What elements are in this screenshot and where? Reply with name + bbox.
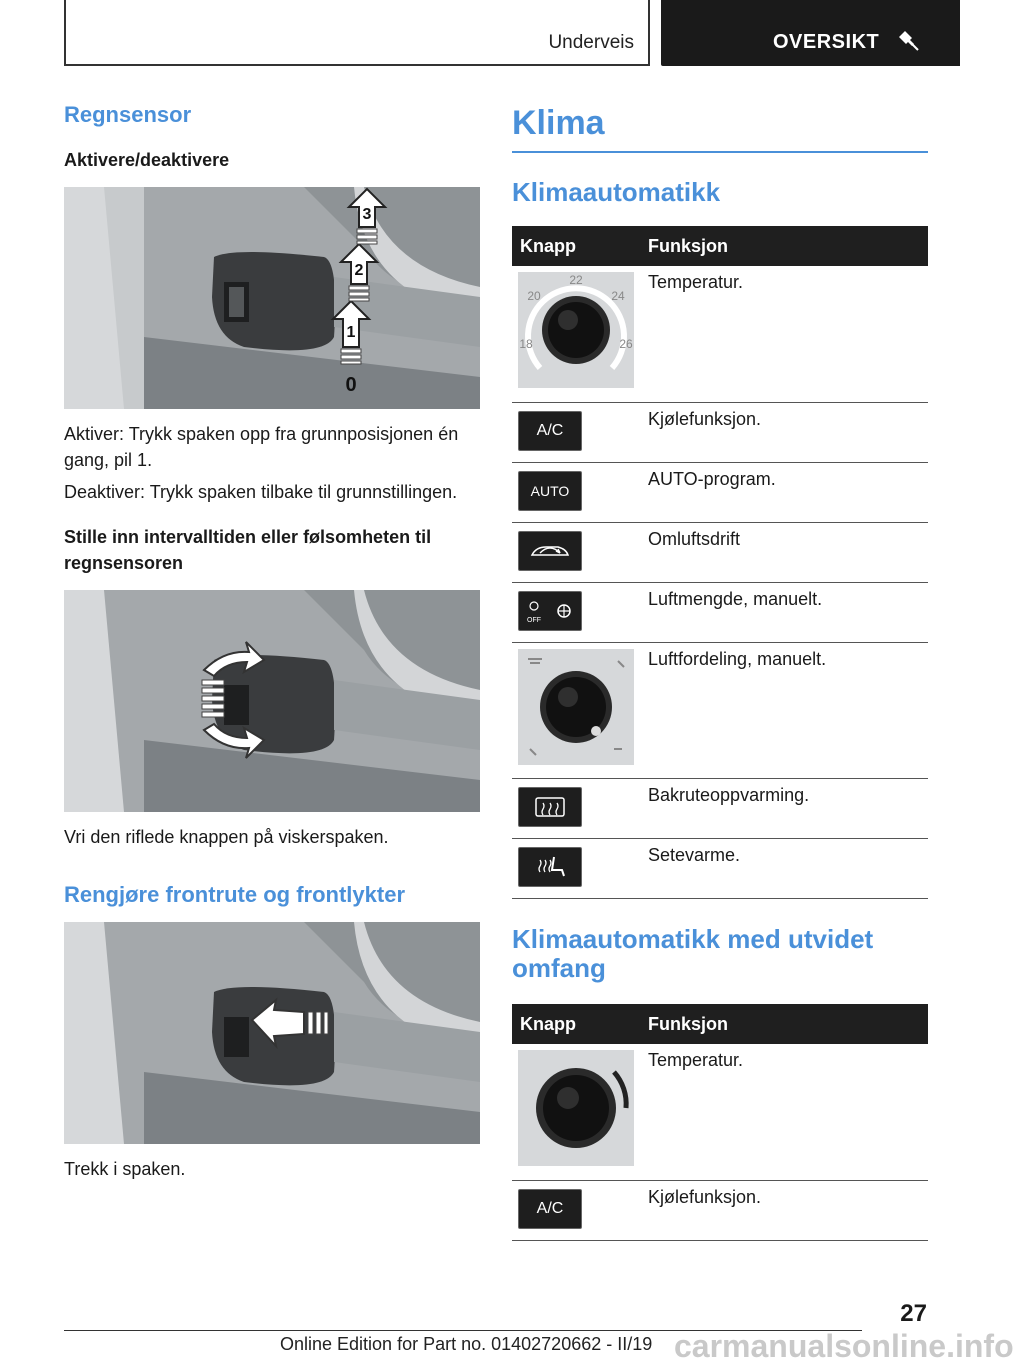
ac-button-icon: A/C [518,1189,582,1229]
section-title-klima: Klima [512,104,928,153]
right-column [512,100,928,1241]
recirculation-icon [518,531,582,571]
table1-func-temperature: Temperatur. [640,266,928,402]
air-distribution-knob-icon [518,649,634,765]
footer-edition: Online Edition for Part no. 01402720662 - II/19 [280,1334,653,1354]
subheading-activate: Aktivere/deaktivere [64,150,230,170]
temp-label-22: 22 [569,273,583,287]
control-table-2 [512,1004,928,1241]
seat-heating-icon [518,847,582,887]
table1-func-auto: AUTO-program. [640,462,928,522]
section-title-cleaning: Rengjøre frontrute og frontlykter [64,881,406,907]
table-row [512,778,928,838]
tab-underveis[interactable] [64,0,650,66]
table-row [512,838,928,898]
temperature-knob-icon [518,272,634,388]
temperature-knob-icon [518,1050,634,1166]
subheading-extended: Klimaautomatikk med utvidet omfang [512,923,874,984]
table1-func-distribution: Luftfordeling, manuelt. [640,642,928,778]
rear-defrost-icon [518,787,582,827]
paragraph-deactivate: Deaktiver: Trykk spaken tilbake til grunnstillingen. [64,482,458,503]
table1-func-ac: Kjølefunksjon. [640,402,928,462]
table-row [512,1044,928,1180]
watermark: carmanualsonline.info [674,1328,1014,1364]
temp-label-26: 26 [619,337,633,351]
table2-header-funksjon: Funksjon [640,1004,928,1044]
tab-oversikt[interactable] [661,0,960,66]
wiper-stalk-photo-2 [64,590,480,812]
table1-func-recirculation: Omluftsdrift [640,522,928,582]
table2-func-ac: Kjølefunksjon. [640,1180,928,1240]
ac-button-icon: A/C [518,411,582,451]
table2-header-knapp: Knapp [512,1004,640,1044]
table-row [512,642,928,778]
table-row [512,582,928,642]
temp-label-24: 24 [611,289,625,303]
arrow-label-1: 1 [346,324,356,342]
temp-label-18: 18 [519,337,533,351]
paragraph-activate: Aktiver: Trykk spaken opp fra grunnposisjonen én gang, pil 1. [64,424,459,471]
table1-func-seat-heating: Setevarme. [640,838,928,898]
page-header [0,0,960,66]
fan-off-label: OFF [527,616,541,624]
table-row [512,402,928,462]
table-row [512,462,928,522]
table1-func-rear-defrost: Bakruteoppvarming. [640,778,928,838]
page-number: 27 [900,1300,927,1327]
temp-label-20: 20 [527,289,541,303]
left-column [64,100,482,1182]
subheading-klimaautomatikk: Klimaautomatikk [512,177,721,207]
paragraph-pull: Trekk i spaken. [64,1158,186,1179]
wiper-stalk-photo-1 [64,187,480,409]
table1-func-fan: Luftmengde, manuelt. [640,582,928,642]
paragraph-rotate: Vri den riflede knappen på viskerspaken. [64,826,389,847]
wiper-stalk-photo-3 [64,922,480,1144]
control-table-1 [512,226,928,899]
table1-header-funksjon: Funksjon [640,226,928,266]
auto-button-icon: AUTO [518,471,582,511]
table1-header-knapp: Knapp [512,226,640,266]
pin-icon [897,28,921,52]
tab-underveis-label: Underveis [548,32,634,53]
table-row [512,266,928,402]
arrow-label-3: 3 [362,206,372,224]
table2-func-temperature: Temperatur. [640,1044,928,1180]
table-row [512,522,928,582]
tab-oversikt-label: OVERSIKT [773,31,880,53]
arrow-label-2: 2 [354,262,364,280]
arrow-label-0: 0 [345,374,357,397]
fan-icon [518,591,582,631]
section-title-regnsensor: Regnsensor [64,102,192,127]
subheading-interval: Stille inn intervalltiden eller følsomheten til regnsensoren [64,527,432,573]
table-row [512,1180,928,1240]
